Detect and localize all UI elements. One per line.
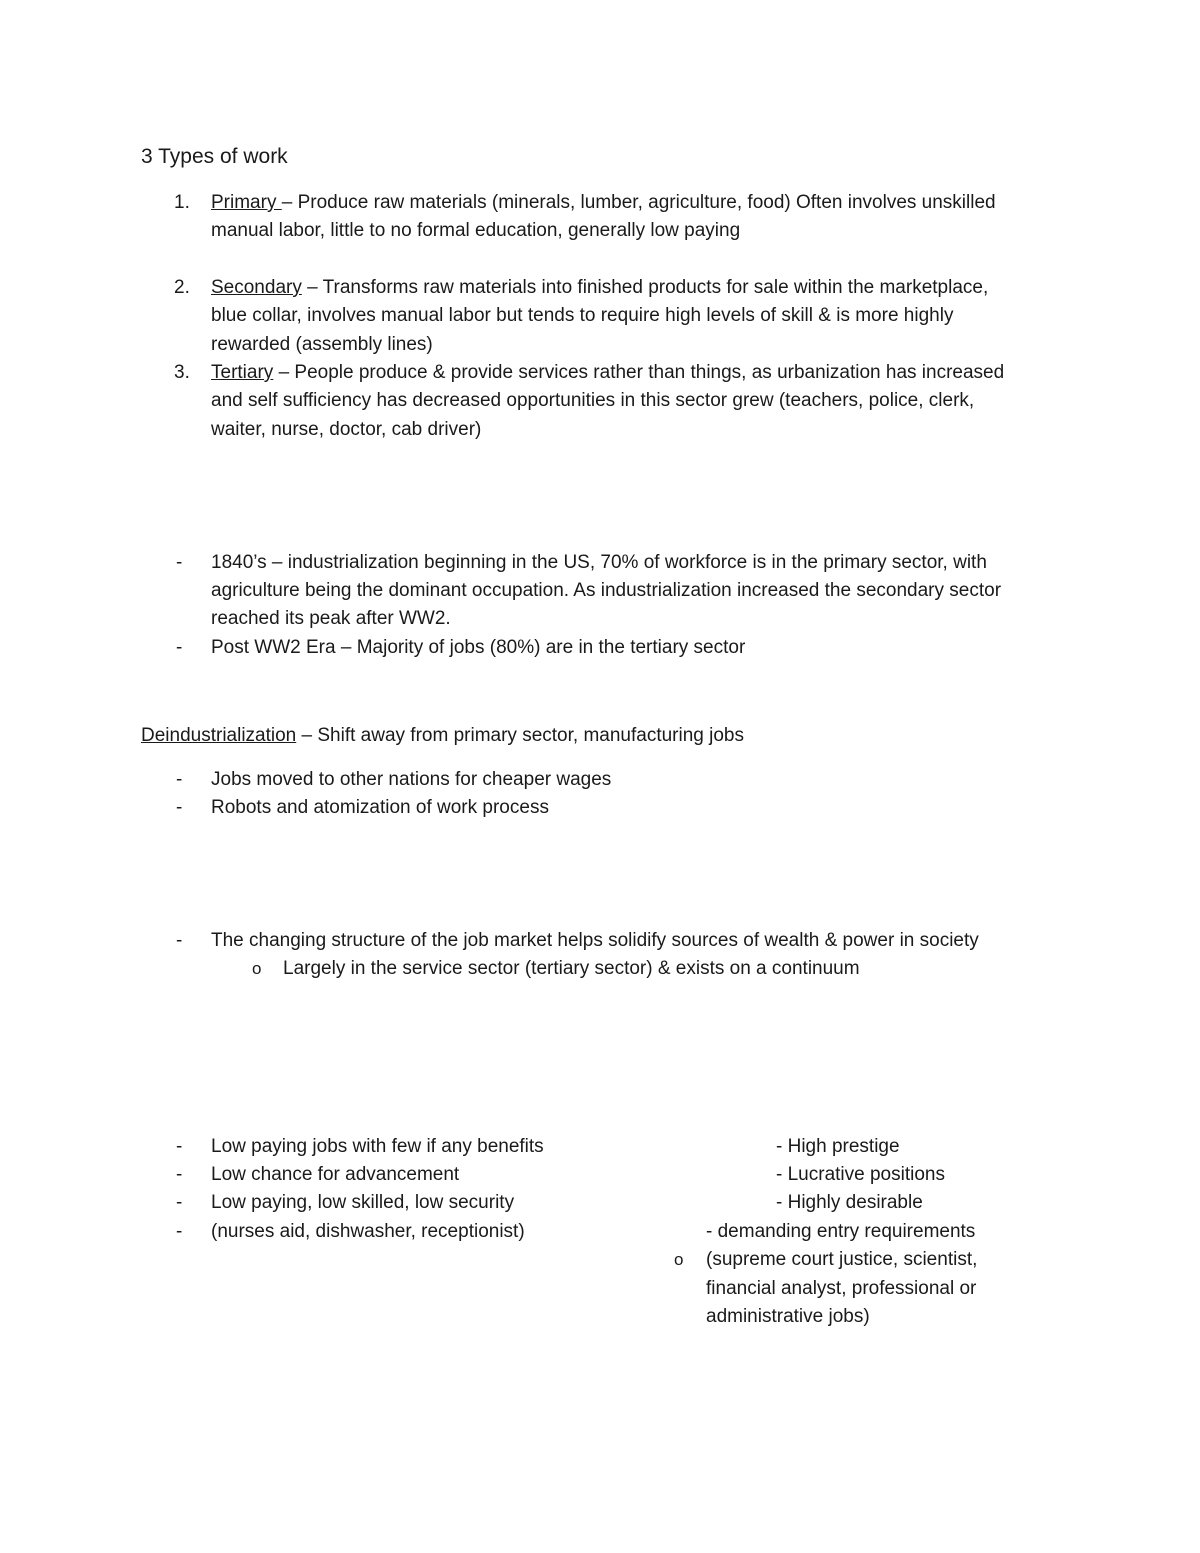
left-list-item: Low chance for advancement [211, 1164, 460, 1185]
right-examples-line-1: (supreme court justice, scientist, [706, 1249, 978, 1270]
primary-text-line-2: manual labor, little to no formal education, generally low paying [211, 220, 741, 241]
tertiary-text-line-3: waiter, nurse, doctor, cab driver) [211, 419, 482, 440]
term-deindustrialization: Deindustrialization [141, 725, 297, 746]
dash-marker: - [176, 1221, 183, 1242]
secondary-text-line-2: blue collar, involves manual labor but tends to require high levels of skill & is more highly [211, 305, 954, 326]
dash-marker: - [176, 769, 183, 790]
dash-marker: - [176, 1192, 183, 1213]
primary-text-line-1: – Produce raw materials (minerals, lumber, agriculture, food) Often involves unskilled [281, 192, 996, 213]
list-item-tertiary [211, 359, 1004, 387]
right-examples-line-2: financial analyst, professional or [706, 1278, 977, 1299]
dash-marker: - [176, 1164, 183, 1185]
term-tertiary: Tertiary [211, 362, 274, 383]
secondary-text-line-3: rewarded (assembly lines) [211, 334, 433, 355]
secondary-text-line-1: – Transforms raw materials into finished products for sale within the marketplace, [301, 277, 989, 298]
circle-bullet: o [252, 959, 262, 978]
term-primary: Primary [211, 192, 282, 213]
right-list-item: - demanding entry requirements [706, 1221, 976, 1242]
history-1840s-line-1: 1840’s – industrialization beginning in the US, 70% of workforce is in the primary sector, with [211, 552, 987, 573]
structure-text: The changing structure of the job market helps solidify sources of wealth & power in society [211, 930, 979, 951]
list-item-primary [211, 189, 996, 217]
history-1840s-line-3: reached its peak after WW2. [211, 608, 451, 629]
list-item-secondary [211, 274, 988, 302]
list-marker: 1. [174, 192, 190, 213]
left-list-item: Low paying jobs with few if any benefits [211, 1136, 544, 1157]
history-1840s-line-2: agriculture being the dominant occupation. As industrialization increased the secondary sector [211, 580, 1002, 601]
term-secondary: Secondary [211, 277, 302, 298]
right-list-item: - High prestige [776, 1136, 900, 1157]
list-marker: 3. [174, 362, 190, 383]
dash-marker: - [176, 930, 183, 951]
dash-marker: - [176, 552, 183, 573]
history-postww2: Post WW2 Era – Majority of jobs (80%) are in the tertiary sector [211, 637, 746, 658]
right-examples-line-3: administrative jobs) [706, 1306, 870, 1327]
deindustrialization-definition: – Shift away from primary sector, manufacturing jobs [296, 725, 744, 746]
tertiary-text-line-1: – People produce & provide services rather than things, as urbanization has increased [273, 362, 1005, 383]
right-list-item: - Lucrative positions [776, 1164, 945, 1185]
dash-marker: - [176, 637, 183, 658]
page-title: 3 Types of work [141, 145, 288, 168]
tertiary-text-line-2: and self sufficiency has decreased opportunities in this sector grew (teachers, police, clerk, [211, 390, 975, 411]
circle-bullet: o [674, 1250, 684, 1269]
dash-marker: - [176, 797, 183, 818]
deindustrialization-heading [141, 722, 744, 750]
right-list-item: - Highly desirable [776, 1192, 923, 1213]
left-list-item: (nurses aid, dishwasher, receptionist) [211, 1221, 525, 1242]
deind-item: Jobs moved to other nations for cheaper wages [211, 769, 612, 790]
deind-item: Robots and atomization of work process [211, 797, 549, 818]
left-list-item: Low paying, low skilled, low security [211, 1192, 515, 1213]
list-marker: 2. [174, 277, 190, 298]
dash-marker: - [176, 1136, 183, 1157]
structure-subtext: Largely in the service sector (tertiary sector) & exists on a continuum [283, 958, 860, 979]
